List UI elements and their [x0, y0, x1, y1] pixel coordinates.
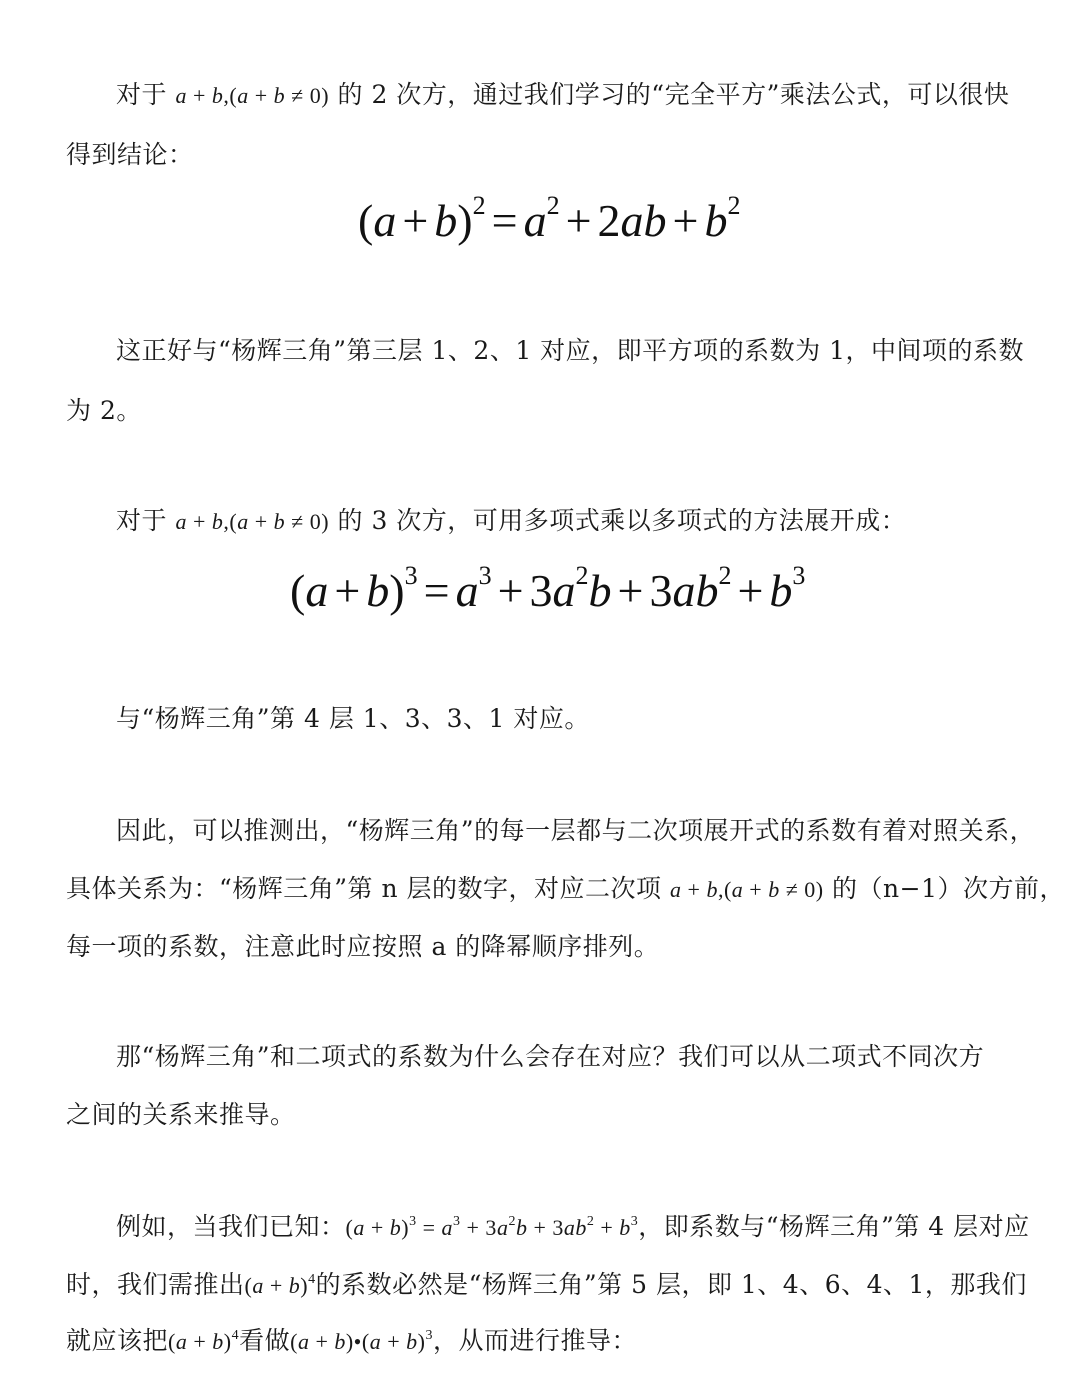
equation-cube: $(a + b)^3 = a^3 + 3a^2b + 3ab^2 + b^3$: [290, 561, 806, 616]
equation-square: $(a + b)^2 = a^2 + 2ab + b^2$: [358, 191, 741, 246]
p7-l3a: 就应该把: [66, 1326, 169, 1355]
p1-line2: 得到结论：: [66, 140, 194, 169]
p7-line3: [66, 1328, 637, 1353]
math-a-plus-b-4: $(a + b)^4$: [244, 1272, 316, 1298]
p2-line1: 这正好与“杨辉三角”第三层 1、2、1 对应，即平方项的系数为 1，中间项的系数: [116, 336, 1025, 365]
p6-line1: 那“杨辉三角”和二项式的系数为什么会存在对应？我们可以从二项式不同次方: [116, 1042, 985, 1071]
p5-l2a: 具体关系为：“杨辉三角”第 n 层的数字，对应二次项: [66, 874, 662, 903]
p7-line1: [116, 1214, 1030, 1239]
p7-l2b: 的系数必然是“杨辉三角”第 5 层，即 1、4、6、4、1，那我们: [315, 1270, 1027, 1299]
p7-l2a: 时，我们需推出: [66, 1270, 245, 1299]
math-a-plus-b-condition: a + b,(a + b ≠ 0): [175, 509, 330, 534]
math-cube-expansion-inline: $(a + b)^3 = a^3 + 3a^2b + 3ab^2 + b^3$: [345, 1214, 639, 1240]
p7-line2: [66, 1272, 1027, 1297]
p7-l1b: ，即系数与“杨辉三角”第 4 层对应: [638, 1212, 1030, 1241]
p7-l3b: 看做: [239, 1326, 291, 1355]
p7-l1a: 例如，当我们已知：: [116, 1212, 346, 1241]
p3-l1a: 对于: [116, 506, 168, 535]
p4-line1: 与“杨辉三角”第 4 层 1、3、3、1 对应。: [116, 704, 590, 733]
p3-l1b: 的 3 次方，可用多项式乘以多项式的方法展开成：: [337, 506, 907, 535]
math-a-plus-b-4: $(a + b)^4$: [168, 1328, 240, 1354]
p1-l1a: 对于: [116, 80, 168, 109]
p2-line2: 为 2。: [66, 396, 142, 425]
p1-l1b: 的 2 次方，通过我们学习的“完全平方”乘法公式，可以很快: [337, 80, 1010, 109]
p5-line3: 每一项的系数，注意此时应按照 a 的降幂顺序排列。: [66, 932, 660, 961]
math-a-plus-b-condition: a + b,(a + b ≠ 0): [670, 877, 824, 902]
math-product-form: (a + b)•(a + b)$^3$: [290, 1328, 433, 1354]
p1-line1: [116, 82, 1009, 107]
p5-line1: 因此，可以推测出，“杨辉三角”的每一层都与二次项展开式的系数有着对照关系，: [116, 816, 1036, 845]
p5-line2: [66, 876, 1065, 901]
p3-line1: [116, 508, 906, 533]
math-a-plus-b-condition: a + b,(a + b ≠ 0): [175, 83, 330, 108]
p7-l3c: ，从而进行推导：: [432, 1326, 637, 1355]
p5-l2b: 的（n−1）次方前，: [832, 874, 1066, 903]
p6-line2: 之间的关系来推导。: [66, 1100, 296, 1129]
